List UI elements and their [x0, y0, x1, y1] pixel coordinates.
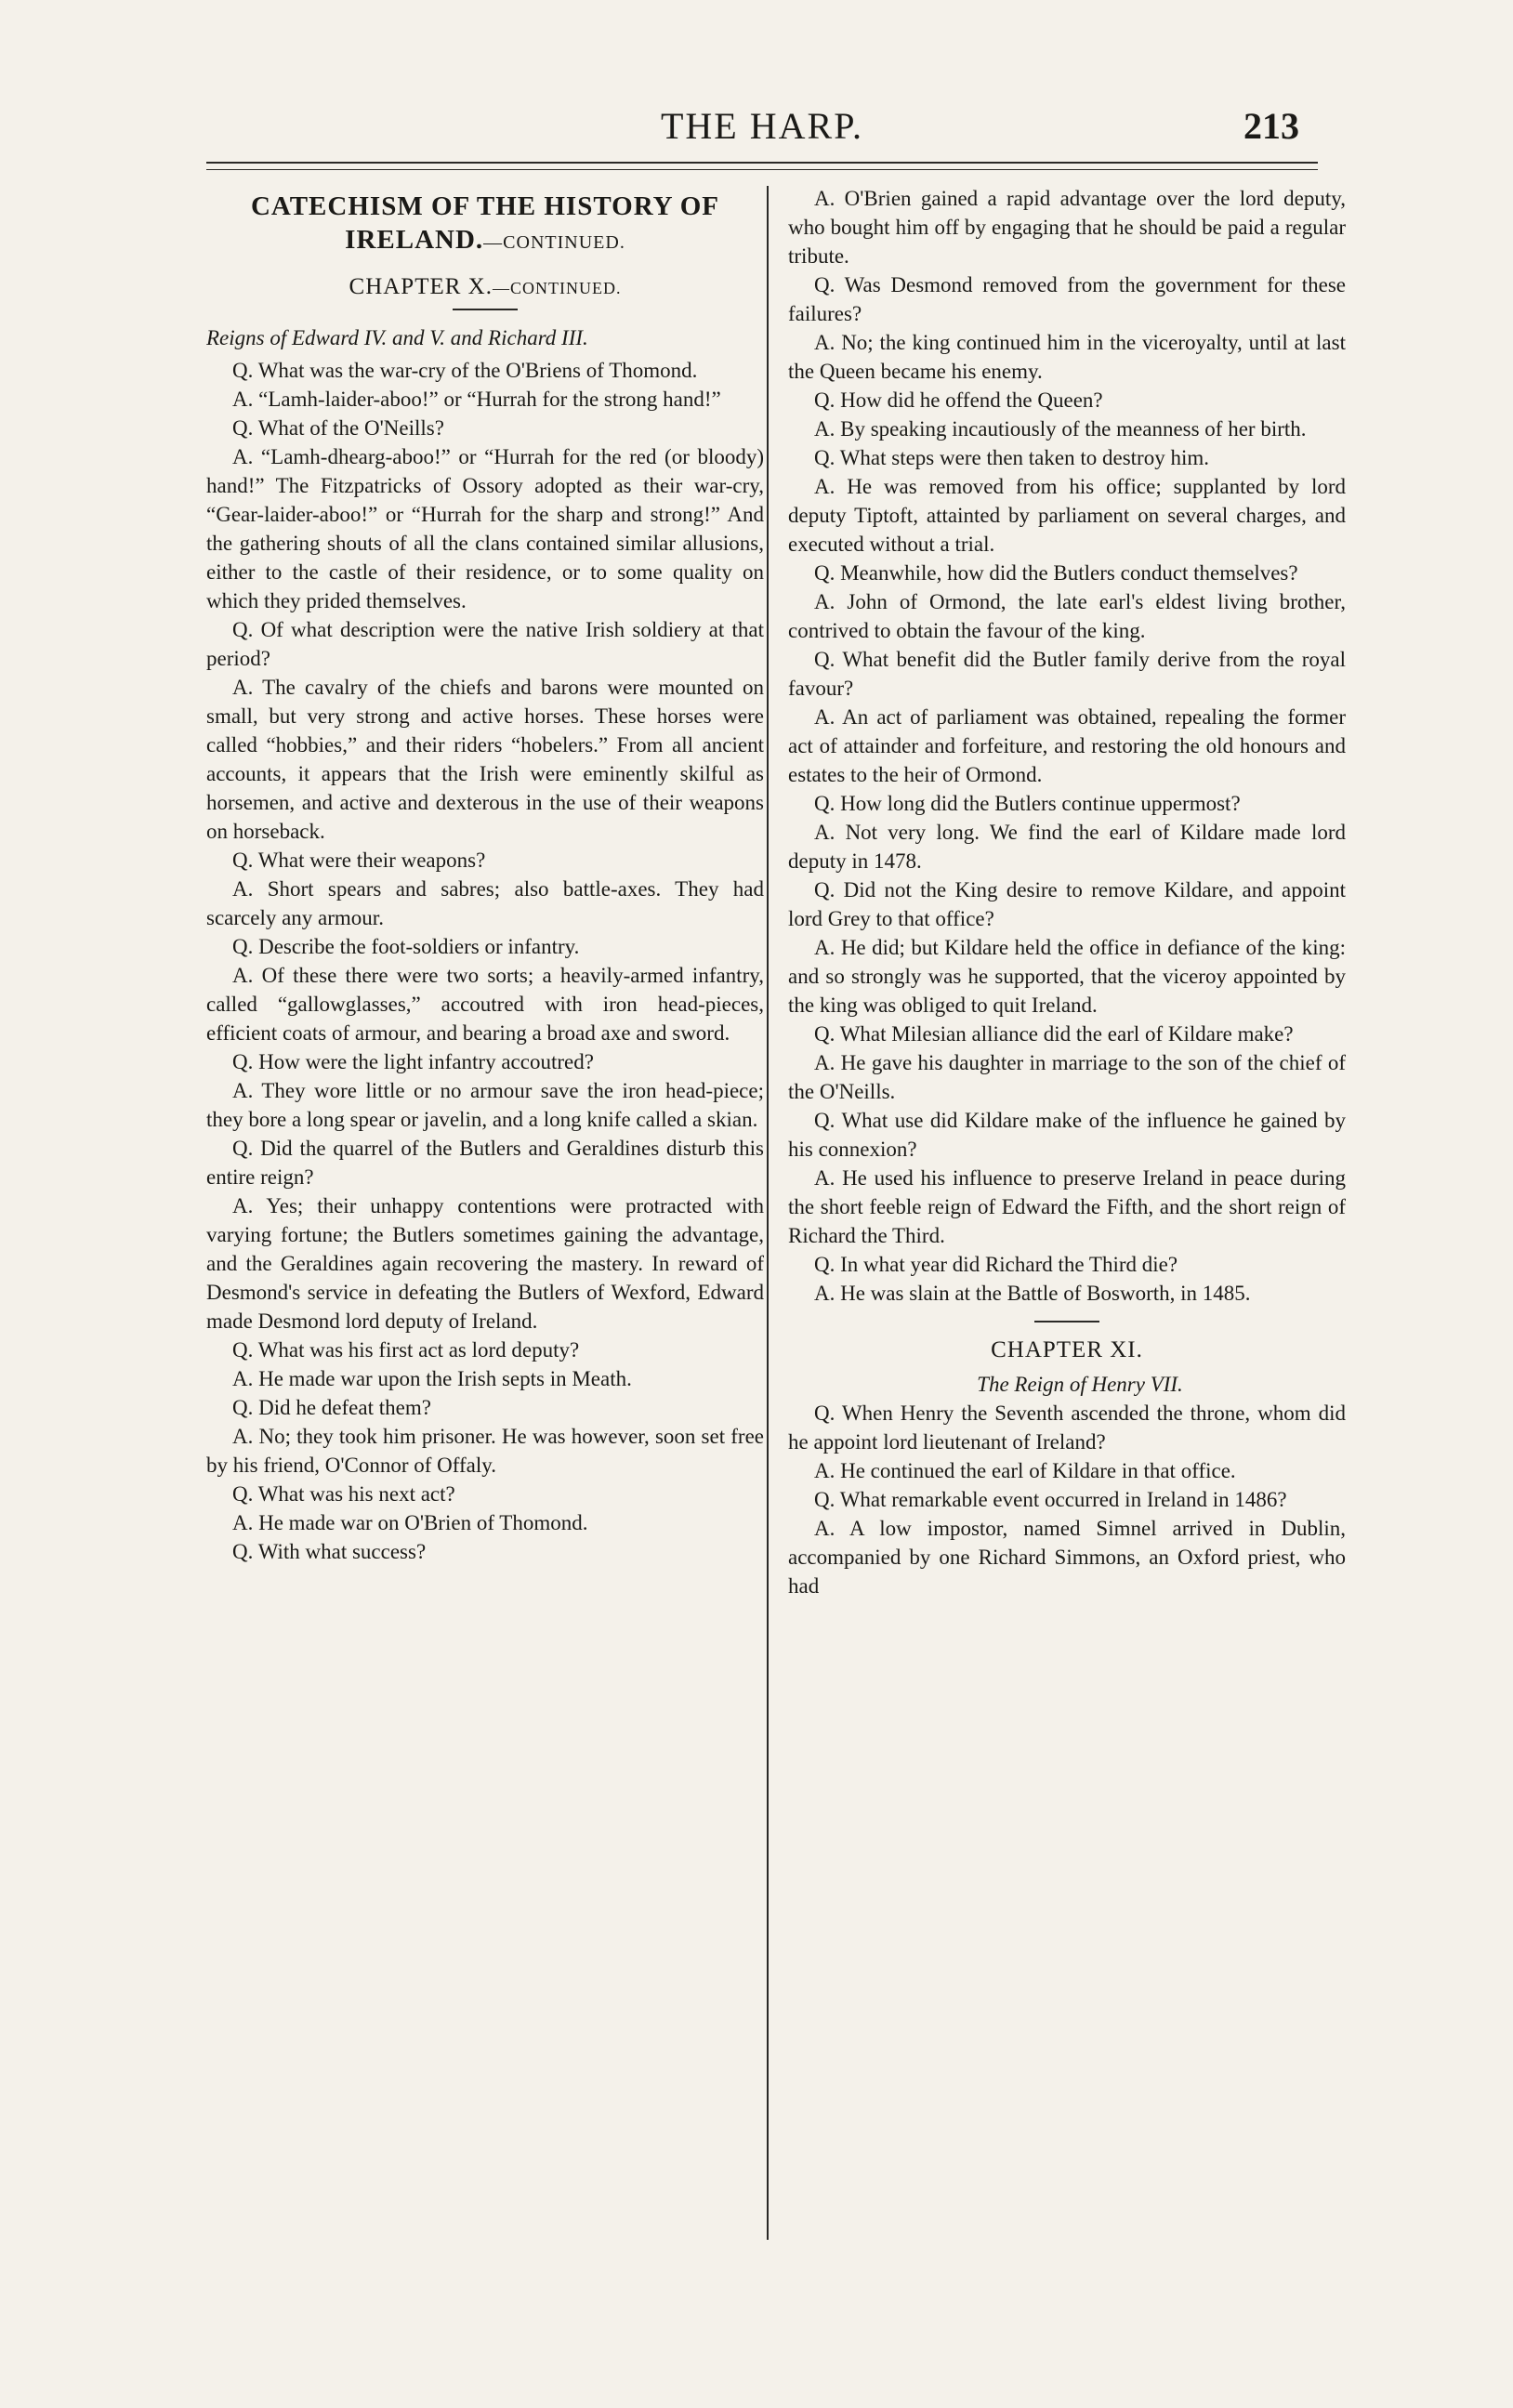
paragraph: Q. How were the light infantry accoutred?	[232, 1050, 594, 1073]
paragraph: A. “Lamh-dhearg-aboo!” or “Hurrah for the red (or bloody) hand!” The Fitzpatricks of Ossory adopted as their war-cry, “Gear-laider-aboo!” or “Hurrah for the sharp and strong!” And the gathering shouts of all the clans contained similar allusions, either to the castle of their residence, or to some quality on which they prided themselves.	[206, 445, 764, 612]
paragraph: A. Not very long. We find the earl of Kildare made lord deputy in 1478.	[788, 821, 1346, 873]
paragraph: A. Of these there were two sorts; a heavily-armed infantry, called “gallowglasses,” accoutred with iron head-pieces, efficient coats of armour, and bearing a broad axe and sword.	[206, 964, 764, 1045]
paragraph: A. By speaking incautiously of the meanness of her birth.	[814, 417, 1307, 441]
paragraph: Q. Of what description were the native Irish soldiery at that period?	[206, 618, 764, 670]
chapter-heading-text: CHAPTER X.	[349, 274, 493, 299]
page-number: 213	[1243, 105, 1299, 147]
publication-title: THE HARP.	[660, 105, 864, 147]
paragraph: Q. What of the O'Neills?	[232, 416, 444, 440]
paragraph: A. He made war upon the Irish septs in Meath.	[232, 1367, 632, 1390]
left-column	[206, 184, 764, 2257]
paragraph: Q. What were their weapons?	[232, 849, 486, 872]
paragraph: Q. What use did Kildare make of the influence he gained by his connexion?	[788, 1109, 1346, 1161]
paragraph: A. He gave his daughter in marriage to the son of the chief of the O'Neills.	[788, 1051, 1346, 1103]
chapter-rule	[1034, 1321, 1099, 1322]
paragraph: Q. When Henry the Seventh ascended the throne, whom did he appoint lord lieutenant of Ireland?	[788, 1401, 1346, 1454]
right-column	[788, 184, 1346, 2257]
paragraph: A. “Lamh-laider-aboo!” or “Hurrah for the strong hand!”	[232, 388, 721, 411]
chapter-continued: —CONTINUED.	[492, 279, 622, 297]
paragraph: A. They wore little or no armour save the iron head-piece; they bore a long spear or javelin, and a long knife called a skian.	[206, 1079, 764, 1131]
paragraph: Q. In what year did Richard the Third die?	[814, 1253, 1178, 1276]
chapter-heading	[206, 272, 764, 303]
paragraph: Q. What was his first act as lord deputy?	[232, 1338, 580, 1362]
header-rule	[206, 162, 1318, 164]
article-title	[206, 190, 764, 259]
paragraph: A. He was removed from his office; supplanted by lord deputy Tiptoft, attainted by parliament on several charges, and executed without a trial.	[788, 475, 1346, 556]
header-rule-thin	[206, 169, 1318, 170]
article-title-line2: IRELAND.	[345, 225, 484, 255]
paragraph: A. No; they took him prisoner. He was however, soon set free by his friend, O'Connor of Offaly.	[206, 1425, 764, 1477]
paragraph: A. O'Brien gained a rapid advantage over the lord deputy, who bought him off by engaging that he should be paid a regular tribute.	[788, 187, 1346, 268]
paragraph: A. He used his influence to preserve Ireland in peace during the short feeble reign of Edward the Fifth, and the short reign of Richard the Third.	[788, 1166, 1346, 1247]
paragraph: Q. With what success?	[232, 1540, 427, 1563]
column-divider	[767, 186, 769, 2240]
paragraph: Q. How long did the Butlers continue uppermost?	[814, 792, 1241, 815]
paragraph: Q. Was Desmond removed from the government for these failures?	[788, 273, 1346, 325]
paragraph: Q. What was his next act?	[232, 1482, 455, 1506]
paragraph: Q. What was the war-cry of the O'Briens of Thomond.	[232, 359, 698, 382]
paragraph: A. Yes; their unhappy contentions were protracted with varying fortune; the Butlers sometimes gaining the advantage, and the Geraldines again recovering the mastery. In reward of Desmond's service in defeating the Butlers of Wexford, Edward made Desmond lord deputy of Ireland.	[206, 1194, 764, 1333]
paragraph: Q. Describe the foot-soldiers or infantry.	[232, 935, 580, 958]
article-continued: —CONTINUED.	[483, 232, 625, 253]
section-title: The Reign of Henry VII.	[977, 1373, 1183, 1396]
paragraph: A. He continued the earl of Kildare in that office.	[814, 1459, 1236, 1482]
paragraph: A. He was slain at the Battle of Bosworth, in 1485.	[814, 1282, 1251, 1305]
paragraph: Q. Did the quarrel of the Butlers and Geraldines disturb this entire reign?	[206, 1137, 764, 1189]
paragraph: A. He did; but Kildare held the office in defiance of the king: and so strongly was he supported, that the viceroy appointed by the king was obliged to quit Ireland.	[788, 936, 1346, 1017]
paragraph: A. No; the king continued him in the viceroyalty, until at last the Queen became his enemy.	[788, 331, 1346, 383]
chapter-heading-xi: CHAPTER XI.	[991, 1337, 1143, 1362]
article-title-line1: CATECHISM OF THE HISTORY OF	[250, 191, 720, 221]
section-title: Reigns of Edward IV. and V. and Richard III.	[206, 326, 588, 349]
section-rule	[453, 309, 518, 310]
paragraph: A. An act of parliament was obtained, repealing the former act of attainder and forfeiture, and restoring the old honours and estates to the heir of Ormond.	[788, 705, 1346, 786]
paragraph: Q. How did he offend the Queen?	[814, 388, 1103, 412]
paragraph: A. The cavalry of the chiefs and barons were mounted on small, but very strong and active horses. These horses were called “hobbies,” and their riders “hobelers.” From all ancient accounts, it appears that the Irish were eminently skilful as horsemen, and active and dexterous in the use of their weapons on horseback.	[206, 676, 764, 843]
paragraph: Q. What remarkable event occurred in Ireland in 1486?	[814, 1488, 1287, 1511]
running-head	[204, 104, 1320, 160]
paragraph: Q. What benefit did the Butler family derive from the royal favour?	[788, 648, 1346, 700]
paragraph: Q. Did not the King desire to remove Kildare, and appoint lord Grey to that office?	[788, 878, 1346, 930]
paragraph: Q. What steps were then taken to destroy him.	[814, 446, 1209, 469]
paragraph: Q. Did he defeat them?	[232, 1396, 431, 1419]
paragraph: A. Short spears and sabres; also battle-axes. They had scarcely any armour.	[206, 877, 764, 929]
paragraph: A. John of Ormond, the late earl's eldest living brother, contrived to obtain the favour of the king.	[788, 590, 1346, 642]
paragraph: Q. Meanwhile, how did the Butlers conduct themselves?	[814, 561, 1298, 585]
paragraph: A. He made war on O'Brien of Thomond.	[232, 1511, 588, 1534]
paragraph: A. A low impostor, named Simnel arrived in Dublin, accompanied by one Richard Simmons, an Oxford priest, who had	[788, 1517, 1346, 1598]
paragraph: Q. What Milesian alliance did the earl of Kildare make?	[814, 1022, 1294, 1046]
